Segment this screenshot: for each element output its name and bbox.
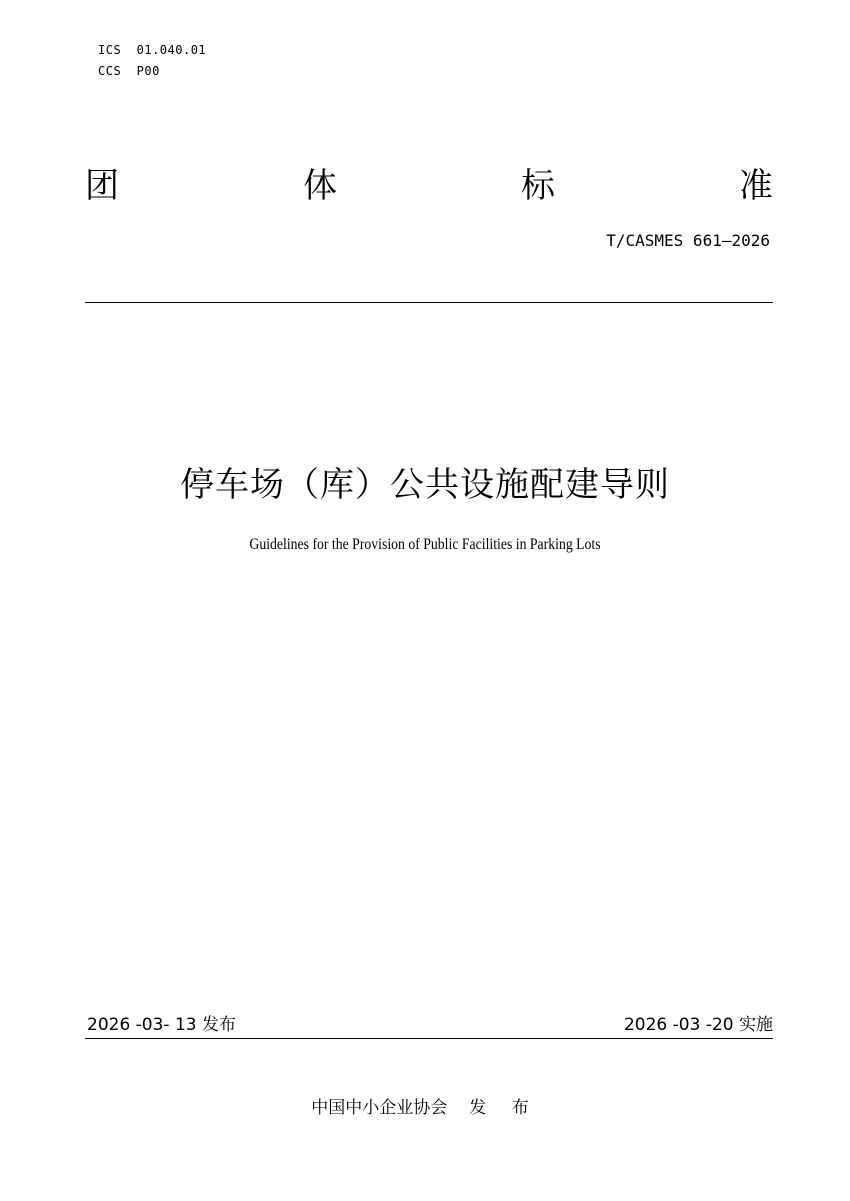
standard-type-heading xyxy=(85,164,773,208)
standard-type-char: 体 xyxy=(303,166,337,206)
ics-code: ICS 01.040.01 xyxy=(98,43,207,57)
standard-number: T/CASMES 661—2026 xyxy=(606,231,770,250)
classification-codes xyxy=(98,40,206,82)
issue-date: 2026 -03- 13 发布 xyxy=(87,1015,237,1035)
document-title-chinese: 停车场（库）公共设施配建导则 xyxy=(180,465,670,505)
header-divider xyxy=(85,302,773,303)
publisher-action: 发 布 xyxy=(469,1098,539,1118)
standard-type-char: 标 xyxy=(521,166,555,206)
standard-type-char: 准 xyxy=(739,166,773,206)
publisher-name: 中国中小企业协会 xyxy=(311,1098,448,1118)
implementation-date: 2026 -03 -20 实施 xyxy=(623,1015,773,1035)
document-title-english: Guidelines for the Provision of Public Facilities in Parking Lots xyxy=(249,536,601,553)
standard-type-char: 团 xyxy=(85,166,119,206)
ccs-code: CCS P00 xyxy=(98,64,160,78)
date-row xyxy=(85,1012,773,1040)
publisher-line xyxy=(0,1095,850,1121)
footer-divider xyxy=(85,1038,773,1039)
